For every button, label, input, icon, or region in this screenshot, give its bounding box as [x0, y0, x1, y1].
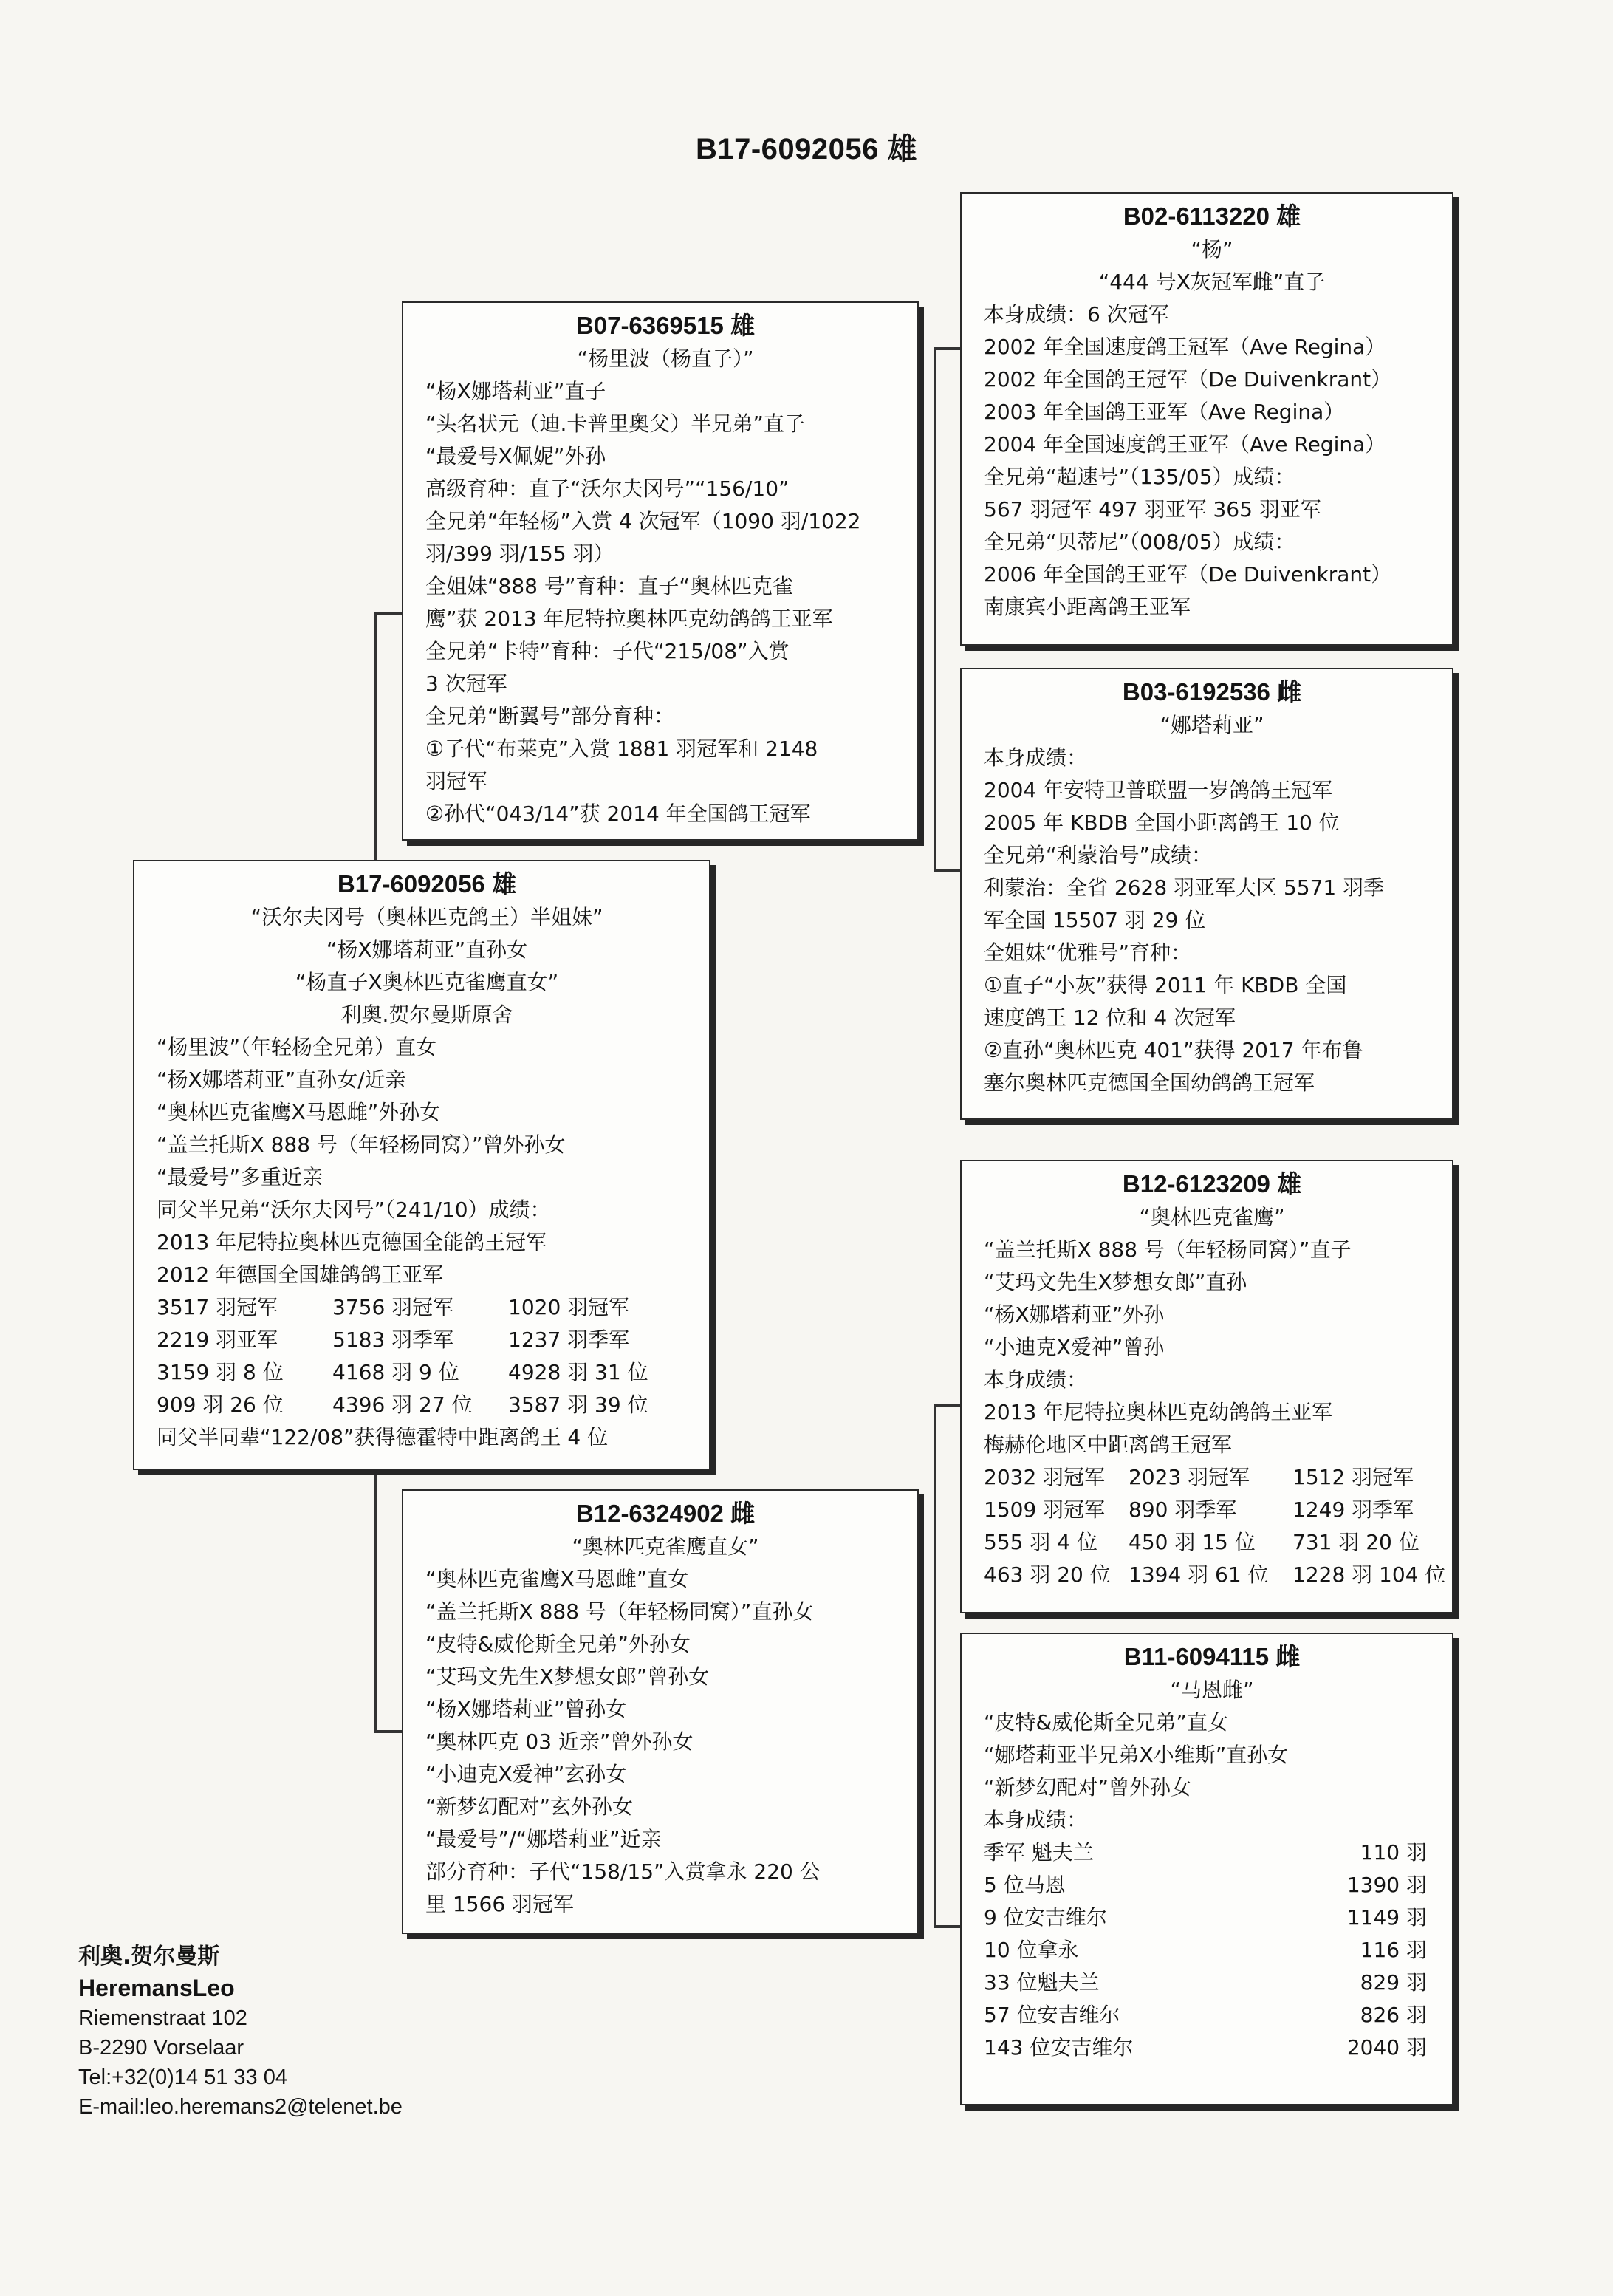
result-cell: 4168 羽 9 位: [332, 1360, 459, 1384]
pedigree-line: 羽/399 羽/155 羽）: [425, 541, 614, 566]
pedigree-line: “新梦幻配对”玄外孙女: [425, 1794, 634, 1819]
pedigree-line: 3 次冠军: [425, 672, 507, 696]
result-row: [157, 1324, 697, 1356]
result-cell: 1249 羽季军: [1292, 1497, 1414, 1522]
main-bird-card: [133, 860, 710, 1470]
result-cell: 5183 羽季军: [332, 1328, 454, 1352]
result-cell: 2032 羽冠军: [984, 1465, 1106, 1489]
pedigree-line: “最爱号”/“娜塔莉亚”近亲: [425, 1827, 662, 1851]
result-cell: 1149 羽: [1346, 1905, 1427, 1930]
result-cell: 731 羽 20 位: [1292, 1530, 1419, 1554]
pedigree-line: 2013 年尼特拉奥林匹克德国全能鸽王冠军: [157, 1230, 547, 1254]
sire-ring-number: B07-6369515 雄: [575, 312, 756, 339]
result-row: [984, 1494, 1440, 1526]
sire-dam-ring-number: B03-6192536 雌: [1122, 678, 1302, 705]
pedigree-line: “盖兰托斯X 888 号（年轻杨同窝）”直子: [984, 1237, 1352, 1262]
connector-line: [374, 612, 377, 860]
result-row: [984, 1999, 1440, 2032]
pedigree-line: “杨X娜塔莉亚”直孙女/近亲: [157, 1067, 406, 1092]
result-cell: 1020 羽冠军: [508, 1295, 630, 1319]
pedigree-line: 2012 年德国全国雄鸽鸽王亚军: [157, 1263, 444, 1287]
dam-sire-results: [984, 1461, 1446, 1591]
pedigree-line: 同父半兄弟“沃尔夫冈号”（241/10）成绩：: [157, 1197, 551, 1222]
pedigree-line: 全兄弟“利蒙治号”成绩：: [984, 843, 1213, 867]
pedigree-line: “马恩雌”: [1170, 1678, 1254, 1702]
pedigree-line: “444 号X灰冠军雌”直子: [1098, 270, 1326, 294]
result-cell: 116 羽: [1360, 1938, 1427, 1962]
pedigree-line: 高级育种：直子“沃尔夫冈号”“156/10”: [425, 476, 790, 501]
breeder-email[interactable]: E-mail:leo.heremans2@telenet.be: [78, 2095, 403, 2119]
result-cell: 2040 羽: [1346, 2035, 1427, 2060]
breeder-contact: [78, 1941, 403, 2122]
pedigree-line: “杨里波”（年轻杨全兄弟）直女: [157, 1035, 437, 1059]
connector-line: [934, 347, 936, 872]
pedigree-line: 全兄弟“年轻杨”入赏 4 次冠军（1090 羽/1022: [425, 509, 861, 533]
result-cell: 33 位魁夫兰: [984, 1970, 1100, 1995]
pedigree-line: 全兄弟“卡特”育种：子代“215/08”入赏: [425, 639, 790, 663]
dam-pedigree-lines: [425, 1531, 905, 1921]
pedigree-line: 塞尔奥林匹克德国全国幼鸽鸽王冠军: [984, 1070, 1315, 1095]
result-cell: 890 羽季军: [1129, 1497, 1237, 1522]
connector-line: [934, 347, 960, 350]
dam-sire-card: [960, 1160, 1453, 1613]
result-cell: 2219 羽亚军: [157, 1328, 278, 1352]
result-cell: 1509 羽冠军: [984, 1497, 1106, 1522]
result-cell: 909 羽 26 位: [157, 1393, 284, 1417]
pedigree-line: 全兄弟“贝蒂尼”（008/05）成绩：: [984, 530, 1295, 554]
pedigree-line: 2003 年全国鸽王亚军（Ave Regina）: [984, 400, 1345, 424]
sire-sire-card: [960, 192, 1453, 646]
pedigree-line: “奥林匹克 03 近亲”曾外孙女: [425, 1729, 694, 1754]
pedigree-line: “头名状元（迪.卡普里奥父）半兄弟”直子: [425, 411, 805, 436]
pedigree-line: 2013 年尼特拉奥林匹克幼鸽鸽王亚军: [984, 1400, 1333, 1424]
result-cell: 1237 羽季军: [508, 1328, 630, 1352]
result-row: [157, 1291, 697, 1324]
pedigree-line: 本身成绩：6 次冠军: [984, 302, 1169, 327]
pedigree-line: 利奥.贺尔曼斯原舍: [340, 1002, 513, 1027]
pedigree-line: 2005 年 KBDB 全国小距离鸽王 10 位: [984, 810, 1340, 835]
sire-sire-pedigree-lines: [984, 233, 1440, 623]
pedigree-line: “娜塔莉亚半兄弟X小维斯”直孙女: [984, 1743, 1289, 1767]
pedigree-line: “奥林匹克雀鹰X马恩雌”直女: [425, 1567, 689, 1591]
breeder-city: B-2290 Vorselaar: [78, 2036, 244, 2060]
breeder-phone: Tel:+32(0)14 51 33 04: [78, 2066, 287, 2089]
pedigree-line: 本身成绩：: [984, 745, 1088, 770]
pedigree-line: 本身成绩：: [984, 1808, 1088, 1832]
result-cell: 2023 羽冠军: [1129, 1465, 1250, 1489]
pedigree-line: 全兄弟“断翼号”部分育种：: [425, 704, 675, 728]
breeder-name-cn: 利奥.贺尔曼斯: [78, 1944, 220, 1969]
result-cell: 555 羽 4 位: [984, 1530, 1097, 1554]
result-row: [984, 1869, 1440, 1902]
dam-card: [402, 1489, 919, 1934]
pedigree-line: “杨直子X奥林匹克雀鹰直女”: [295, 970, 559, 994]
result-cell: 3159 羽 8 位: [157, 1360, 284, 1384]
dam-dam-card: [960, 1633, 1453, 2105]
pedigree-line: 全姐妹“888 号”育种：直子“奥林匹克雀: [425, 574, 793, 598]
dam-dam-ring-number: B11-6094115 雌: [1123, 1643, 1301, 1670]
result-cell: 3587 羽 39 位: [508, 1393, 648, 1417]
pedigree-line: “杨X娜塔莉亚”外孙: [984, 1302, 1165, 1327]
pedigree-line: 567 羽冠军 497 羽亚军 365 羽亚军: [984, 497, 1321, 522]
result-row: [984, 1461, 1440, 1494]
result-cell: 826 羽: [1360, 2003, 1427, 2027]
result-cell: 4928 羽 31 位: [508, 1360, 648, 1384]
pedigree-line: 2002 年全国速度鸽王冠军（Ave Regina）: [984, 335, 1386, 359]
result-cell: 10 位拿永: [984, 1938, 1079, 1962]
pedigree-line: ①子代“布莱克”入赏 1881 羽冠军和 2148: [425, 737, 818, 761]
result-row: [157, 1356, 697, 1389]
result-cell: 110 羽: [1360, 1840, 1427, 1865]
result-cell: 9 位安吉维尔: [984, 1905, 1107, 1930]
main-bird-footer: 同父半同辈“122/08”获得德霍特中距离鸽王 4 位: [157, 1425, 609, 1449]
dam-sire-pedigree-lines: [984, 1201, 1440, 1461]
result-cell: 1394 羽 61 位: [1129, 1562, 1269, 1587]
pedigree-line: ②直孙“奥林匹克 401”获得 2017 年布鲁: [984, 1038, 1363, 1062]
dam-dam-results: [984, 1837, 1440, 2064]
connector-line: [374, 1730, 402, 1733]
pedigree-line: “艾玛文先生X梦想女郎”曾孙女: [425, 1664, 710, 1689]
dam-ring-number: B12-6324902 雌: [575, 1500, 756, 1527]
sire-card: [402, 301, 919, 841]
pedigree-line: “皮特&威伦斯全兄弟”外孙女: [425, 1632, 691, 1656]
result-row: [984, 2032, 1440, 2064]
sire-pedigree-lines: [425, 343, 905, 830]
result-cell: 450 羽 15 位: [1129, 1530, 1256, 1554]
pedigree-line: 鹰”获 2013 年尼特拉奥林匹克幼鸽鸽王亚军: [425, 607, 833, 631]
pedigree-line: “小迪克X爱神”曾孙: [984, 1335, 1165, 1359]
pedigree-line: “艾玛文先生X梦想女郎”直孙: [984, 1270, 1247, 1294]
result-cell: 1228 羽 104 位: [1292, 1562, 1446, 1587]
pedigree-line: “娜塔莉亚”: [1160, 713, 1264, 737]
pedigree-line: 速度鸽王 12 位和 4 次冠军: [984, 1005, 1236, 1030]
pedigree-line: “新梦幻配对”曾外孙女: [984, 1775, 1192, 1800]
result-row: [984, 1934, 1440, 1967]
dam-dam-pedigree-lines: [984, 1674, 1440, 1837]
result-row: [157, 1389, 697, 1421]
result-row: [984, 1559, 1446, 1591]
pedigree-line: 羽冠军: [425, 769, 488, 793]
result-cell: 57 位安吉维尔: [984, 2003, 1120, 2027]
sire-dam-card: [960, 668, 1453, 1120]
result-cell: 3517 羽冠军: [157, 1295, 278, 1319]
pedigree-line: “奥林匹克雀鹰直女”: [572, 1534, 759, 1559]
pedigree-line: “奥林匹克雀鹰X马恩雌”外孙女: [157, 1100, 441, 1124]
connector-line: [934, 1925, 960, 1928]
result-row: [984, 1967, 1440, 1999]
pedigree-line: 里 1566 羽冠军: [425, 1892, 575, 1916]
pedigree-line: 梅赫伦地区中距离鸽王冠军: [984, 1432, 1233, 1457]
dam-sire-ring-number: B12-6123209 雄: [1122, 1170, 1302, 1197]
result-cell: 1390 羽: [1346, 1873, 1427, 1897]
result-cell: 3756 羽冠军: [332, 1295, 454, 1319]
connector-line: [934, 1404, 960, 1407]
pedigree-line: “杨X娜塔莉亚”曾孙女: [425, 1697, 627, 1721]
main-bird-results: [157, 1291, 697, 1421]
pedigree-line: 2004 年全国速度鸽王亚军（Ave Regina）: [984, 432, 1386, 457]
pedigree-line: 全兄弟“超速号”（135/05）成绩：: [984, 465, 1295, 489]
pedigree-line: “最爱号X佩妮”外孙: [425, 444, 606, 468]
pedigree-line: 2002 年全国鸽王冠军（De Duivenkrant）: [984, 367, 1392, 392]
result-row: [984, 1526, 1440, 1559]
pedigree-line: “杨X娜塔莉亚”直子: [425, 379, 606, 403]
result-cell: 5 位马恩: [984, 1873, 1066, 1897]
pedigree-line: 2006 年全国鸽王亚军（De Duivenkrant）: [984, 562, 1392, 587]
connector-line: [374, 1470, 377, 1733]
page-title: B17-6092056 雄: [695, 133, 918, 165]
connector-line: [374, 612, 402, 615]
pedigree-line: “杨”: [1191, 237, 1233, 262]
pedigree-line: “小迪克X爱神”玄孙女: [425, 1762, 627, 1786]
pedigree-line: “奥林匹克雀鹰”: [1139, 1205, 1285, 1229]
result-cell: 季军 魁夫兰: [984, 1840, 1094, 1865]
pedigree-line: 利蒙治：全省 2628 羽亚军大区 5571 羽季: [984, 875, 1385, 900]
breeder-street: Riemenstraat 102: [78, 2006, 247, 2030]
pedigree-line: “杨X娜塔莉亚”直孙女: [326, 937, 528, 962]
connector-line: [934, 869, 960, 872]
pedigree-line: ②孙代“043/14”获 2014 年全国鸽王冠军: [425, 802, 811, 826]
result-cell: 1512 羽冠军: [1292, 1465, 1414, 1489]
main-bird-pedigree-lines: [157, 901, 697, 1291]
result-cell: 143 位安吉维尔: [984, 2035, 1134, 2060]
pedigree-line: 全姐妹“优雅号”育种：: [984, 940, 1192, 965]
pedigree-line: 南康宾小距离鸽王亚军: [984, 595, 1191, 619]
result-cell: 463 羽 20 位: [984, 1562, 1111, 1587]
connector-line: [934, 1404, 936, 1928]
pedigree-line: “盖兰托斯X 888 号（年轻杨同窝）”直孙女: [425, 1599, 814, 1624]
pedigree-line: “皮特&威伦斯全兄弟”直女: [984, 1710, 1228, 1735]
pedigree-line: “杨里波（杨直子）”: [577, 346, 754, 371]
main-bird-ring-number: B17-6092056 雄: [337, 870, 517, 898]
result-row: [984, 1902, 1440, 1934]
pedigree-line: “最爱号”多重近亲: [157, 1165, 323, 1189]
pedigree-line: 部分育种：子代“158/15”入赏拿永 220 公: [425, 1859, 821, 1884]
result-row: [984, 1837, 1440, 1869]
pedigree-line: 军全国 15507 羽 29 位: [984, 908, 1206, 932]
pedigree-line: 本身成绩：: [984, 1367, 1088, 1392]
pedigree-line: “盖兰托斯X 888 号（年轻杨同窝）”曾外孙女: [157, 1132, 566, 1157]
pedigree-line: “沃尔夫冈号（奥林匹克鸽王）半姐妹”: [250, 905, 603, 929]
pedigree-line: ①直子“小灰”获得 2011 年 KBDB 全国: [984, 973, 1347, 997]
sire-sire-ring-number: B02-6113220 雄: [1123, 202, 1301, 230]
pedigree-line: 2004 年安特卫普联盟一岁鸽鸽王冠军: [984, 778, 1333, 802]
sire-dam-pedigree-lines: [984, 709, 1440, 1099]
breeder-name-en: HeremansLeo: [78, 1975, 235, 2001]
result-cell: 829 羽: [1360, 1970, 1427, 1995]
result-cell: 4396 羽 27 位: [332, 1393, 473, 1417]
